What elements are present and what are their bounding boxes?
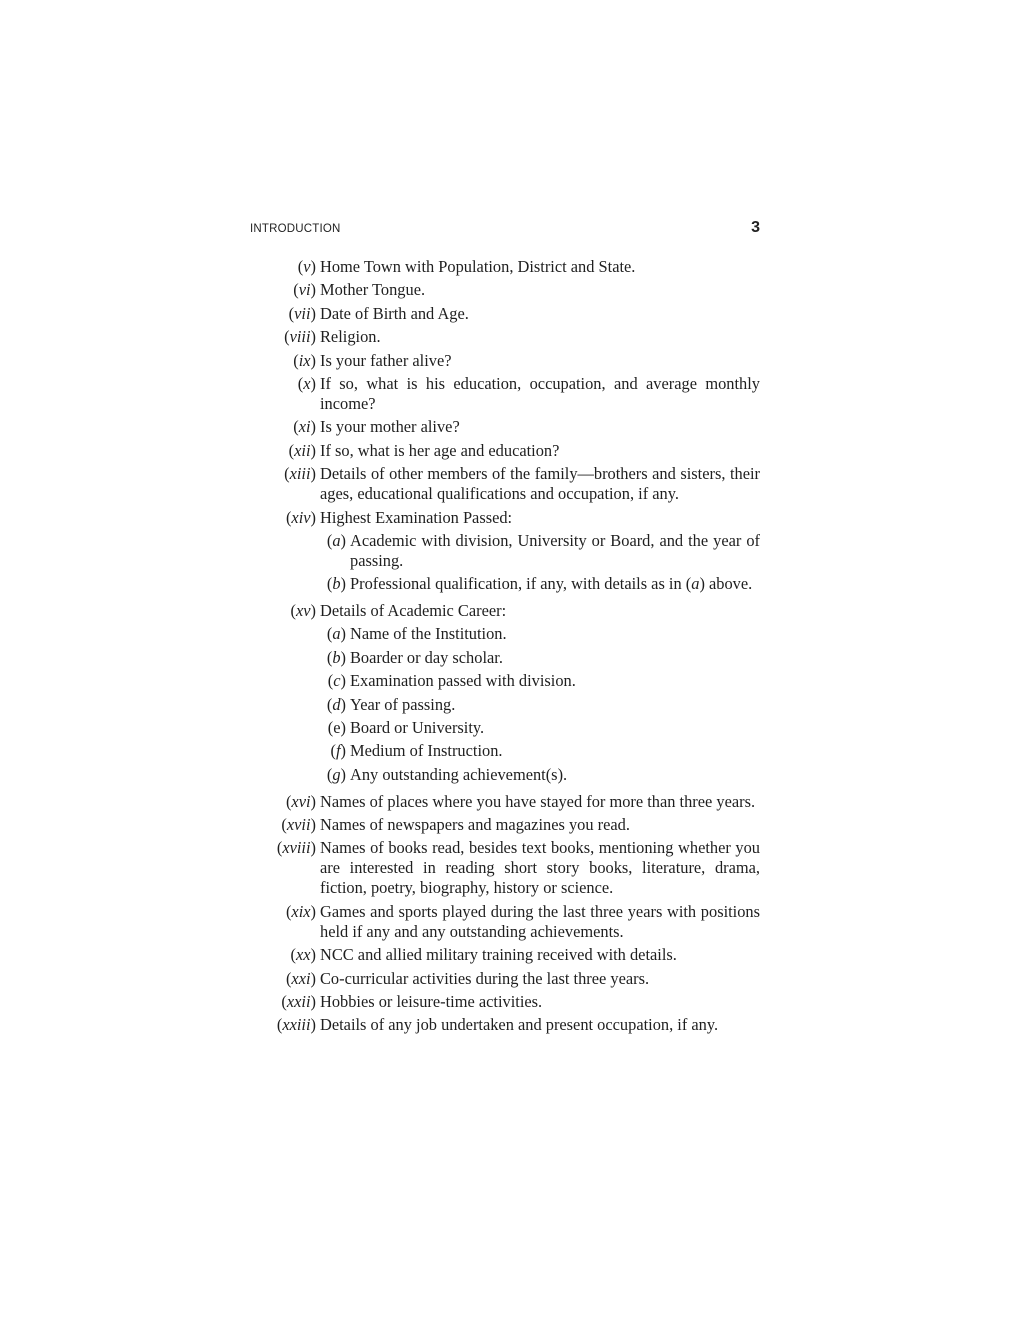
question-text: Games and sports played during the last three years with positions held if any and any outstanding achievements. bbox=[320, 901, 760, 941]
sub-text: Any outstanding achievement(s). bbox=[350, 764, 568, 784]
question-item bbox=[250, 992, 760, 1012]
question-number: (vi) bbox=[293, 280, 316, 300]
sub-list bbox=[320, 531, 760, 594]
question-number: (ix) bbox=[293, 350, 316, 370]
question-number: (xv) bbox=[290, 601, 316, 621]
question-number: (xi) bbox=[293, 417, 316, 437]
question-item bbox=[250, 304, 760, 324]
question-number: (xiii) bbox=[284, 464, 316, 484]
sub-item bbox=[320, 671, 760, 691]
sub-number: (a) bbox=[326, 530, 346, 550]
sub-number: (b) bbox=[326, 574, 346, 594]
question-item bbox=[250, 838, 760, 898]
sub-number: (d) bbox=[326, 694, 346, 714]
question-text: Names of places where you have stayed for more than three years. bbox=[320, 791, 756, 811]
sub-item bbox=[320, 741, 760, 761]
sub-text: Academic with division, University or Board, and the year of passing. bbox=[350, 530, 760, 570]
question-text: Details of other members of the family—brothers and sisters, their ages, educational qualifications and occupation, if any. bbox=[320, 464, 760, 504]
page-number: 3 bbox=[751, 219, 760, 236]
sub-text: Boarder or day scholar. bbox=[350, 647, 503, 667]
question-text: Names of books read, besides text books, mentioning whether you are interested in reading short story books, literature, drama, fiction, poetry, biography, history or science. bbox=[320, 838, 760, 898]
sub-item bbox=[320, 648, 760, 668]
question-item bbox=[250, 464, 760, 504]
sub-item bbox=[320, 695, 760, 715]
question-body bbox=[320, 601, 760, 788]
running-head bbox=[250, 219, 760, 241]
question-item bbox=[250, 601, 760, 788]
question-number: (xviii) bbox=[276, 838, 316, 858]
question-text: NCC and allied military training received with details. bbox=[320, 945, 677, 965]
question-item bbox=[250, 374, 760, 414]
question-list bbox=[250, 257, 760, 1039]
question-number: (xii) bbox=[288, 440, 316, 460]
sub-number: (a) bbox=[326, 624, 346, 644]
question-item bbox=[250, 902, 760, 942]
sub-item bbox=[320, 765, 760, 785]
question-text: Details of any job undertaken and present occupation, if any. bbox=[320, 1015, 719, 1035]
question-text: Hobbies or leisure-time activities. bbox=[320, 991, 543, 1011]
question-item bbox=[250, 417, 760, 437]
sub-text: Medium of Instruction. bbox=[350, 741, 503, 761]
question-number: (xvi) bbox=[285, 791, 316, 811]
question-text: Date of Birth and Age. bbox=[320, 303, 469, 323]
question-number: (xix) bbox=[285, 901, 316, 921]
sub-number: (b) bbox=[326, 647, 346, 667]
sub-text: Year of passing. bbox=[350, 694, 456, 714]
question-number: (viii) bbox=[284, 327, 316, 347]
question-text: Is your father alive? bbox=[320, 350, 452, 370]
sub-item bbox=[320, 718, 760, 738]
sub-number: (e) bbox=[327, 718, 346, 738]
question-text: Highest Examination Passed: bbox=[320, 507, 513, 527]
question-number: (x) bbox=[297, 373, 316, 393]
question-item bbox=[250, 327, 760, 347]
question-item bbox=[250, 351, 760, 371]
question-text: Names of newspapers and magazines you read. bbox=[320, 814, 630, 834]
question-item bbox=[250, 945, 760, 965]
question-text: If so, what is her age and education? bbox=[320, 440, 560, 460]
question-number: (xxi) bbox=[285, 968, 316, 988]
question-number: (xxii) bbox=[281, 991, 316, 1011]
question-text: If so, what is his education, occupation, and average monthly income? bbox=[320, 373, 760, 413]
sub-text: Name of the Institution. bbox=[350, 624, 507, 644]
question-number: (vii) bbox=[288, 303, 316, 323]
sub-number: (g) bbox=[326, 764, 346, 784]
question-text: Home Town with Population, District and State. bbox=[320, 257, 636, 276]
question-item bbox=[250, 441, 760, 461]
sub-item bbox=[320, 531, 760, 571]
question-item bbox=[250, 815, 760, 835]
question-item bbox=[250, 792, 760, 812]
question-item bbox=[250, 969, 760, 989]
question-number: (xvii) bbox=[281, 814, 316, 834]
question-text: Co-curricular activities during the last three years. bbox=[320, 968, 650, 988]
question-number: (v) bbox=[297, 257, 316, 276]
question-text: Is your mother alive? bbox=[320, 417, 460, 437]
question-text: Mother Tongue. bbox=[320, 280, 426, 300]
sub-number: (f) bbox=[330, 741, 346, 761]
question-text: Religion. bbox=[320, 327, 381, 347]
sub-text: Board or University. bbox=[350, 718, 485, 738]
sub-item bbox=[320, 574, 760, 594]
section-title: INTRODUCTION bbox=[250, 223, 341, 235]
sub-text: Examination passed with division. bbox=[350, 671, 576, 691]
question-item bbox=[250, 280, 760, 300]
question-number: (xxiii) bbox=[276, 1015, 316, 1035]
sub-text: Professional qualification, if any, with details as in (a) above. bbox=[350, 574, 753, 594]
question-text: Details of Academic Career: bbox=[320, 601, 507, 621]
question-item bbox=[250, 1015, 760, 1035]
question-number: (xiv) bbox=[285, 507, 316, 527]
question-number: (xx) bbox=[290, 945, 316, 965]
sub-list bbox=[320, 624, 760, 784]
question-item bbox=[250, 508, 760, 598]
sub-item bbox=[320, 624, 760, 644]
question-body bbox=[320, 508, 760, 598]
sub-number: (c) bbox=[327, 671, 346, 691]
question-item bbox=[250, 257, 760, 277]
